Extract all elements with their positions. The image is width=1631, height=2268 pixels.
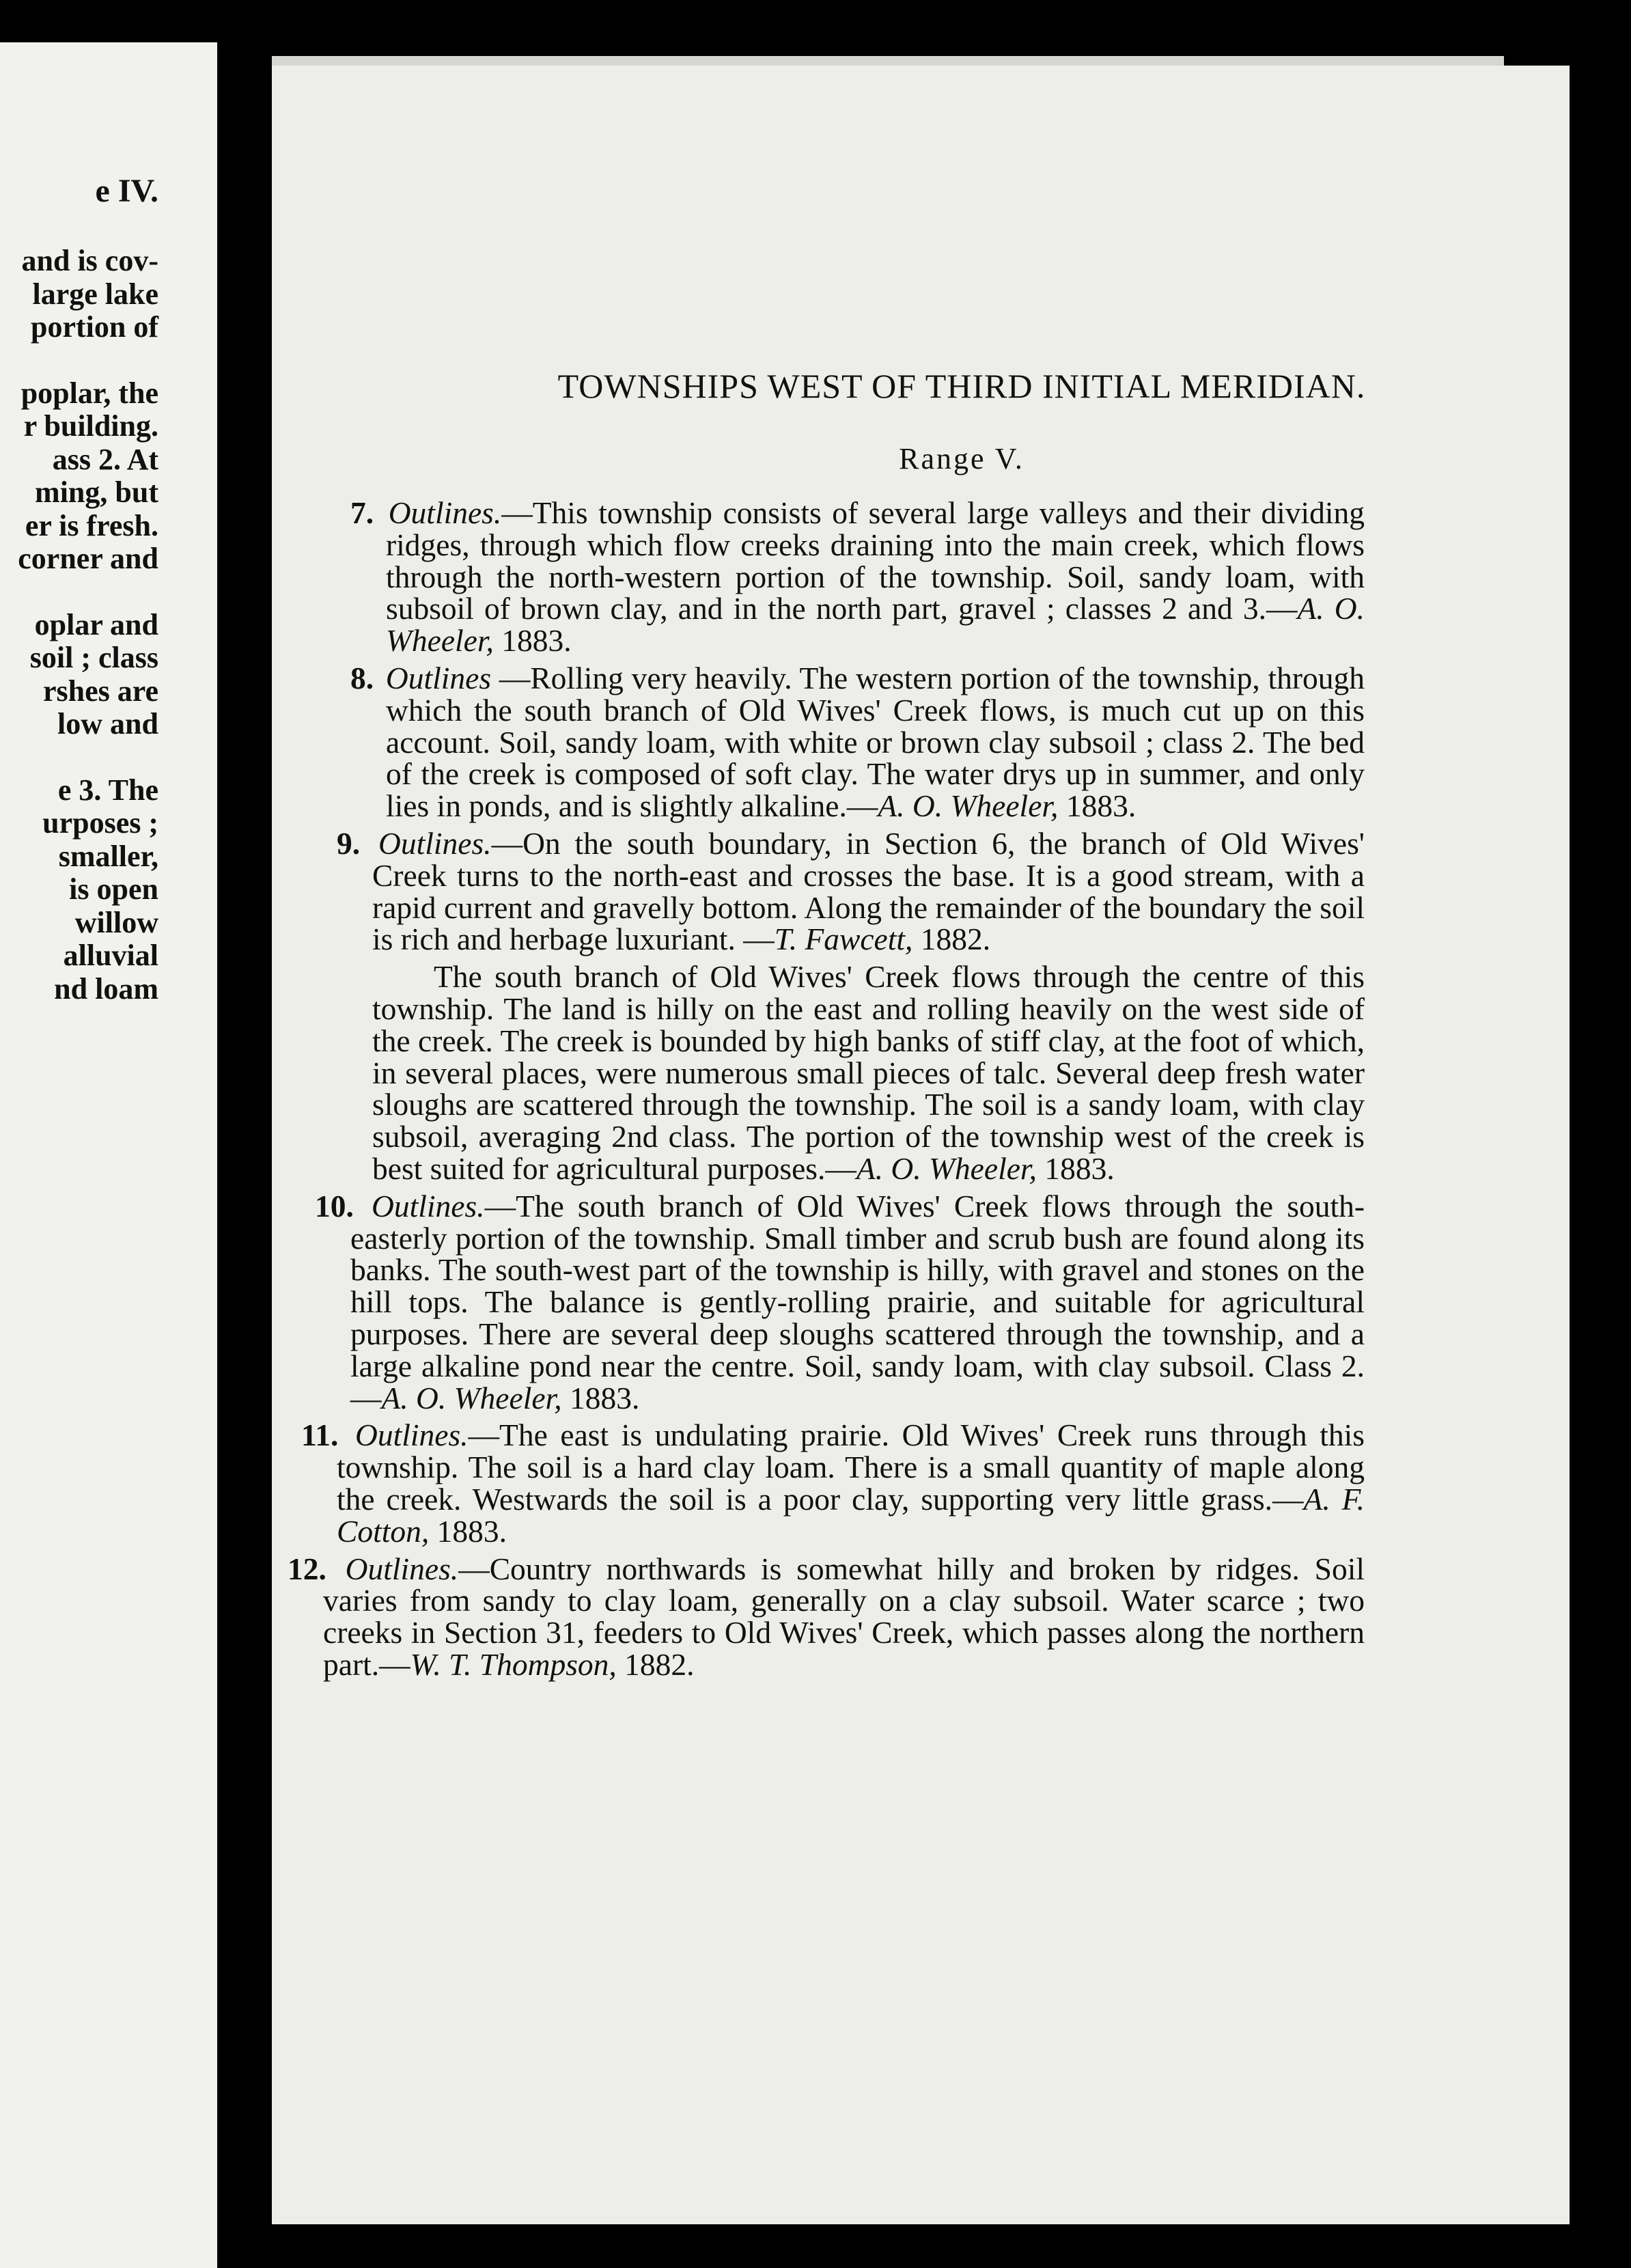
left-line: r building. bbox=[23, 409, 158, 443]
entry-author: A. O. Wheeler, bbox=[856, 1150, 1037, 1186]
left-line: is open bbox=[69, 872, 158, 906]
right-page bbox=[272, 66, 1570, 2224]
left-line: poplar, the bbox=[20, 376, 158, 410]
township-entry-9 bbox=[337, 825, 1365, 957]
left-line: ass 2. At bbox=[52, 442, 158, 476]
left-page-text bbox=[18, 245, 158, 1006]
entry-author: A. O. Wheeler, bbox=[878, 788, 1059, 824]
township-entry-11 bbox=[301, 1420, 1365, 1547]
entry-number: 8. bbox=[350, 660, 374, 695]
entry-number: 11. bbox=[301, 1418, 339, 1453]
left-line: and is cov- bbox=[21, 244, 158, 277]
left-line: low and bbox=[57, 707, 158, 741]
entry-author: A. O. Wheeler, bbox=[386, 591, 1365, 659]
township-entry-10 bbox=[315, 1188, 1365, 1415]
left-page bbox=[0, 42, 217, 2268]
left-line: e 3. The bbox=[57, 773, 158, 807]
entry-year: 1883. bbox=[429, 1513, 507, 1549]
left-line: large lake bbox=[32, 277, 158, 311]
township-entries bbox=[288, 495, 1365, 1687]
entry-text: —This township consists of several large valleys and their dividing ridges, through which flow creeks draining into the main creek, which flows through the north-western portion of the township. Soil, sandy loam, with subsoil of brown clay, and in the north part, gravel ; classes 2 and 3.— bbox=[386, 495, 1365, 626]
township-entry-7 bbox=[350, 497, 1365, 657]
township-entry-12 bbox=[288, 1553, 1365, 1681]
township-entry-9-continued bbox=[337, 961, 1365, 1185]
entry-heading: Outlines bbox=[385, 660, 492, 695]
entry-text: —The south branch of Old Wives' Creek flows through the south-easterly portion of the township. Small timber and scrub bush are found along its banks. The south-west part of the township is hilly, with gravel and stones on the hill tops. The balance is gently-rolling prairie, and suitable for agricultural purposes. There are several deep sloughs scattered through the township, and a large alkaline pond near the centre. Soil, sandy loam, with clay subsoil. Class 2.— bbox=[350, 1188, 1365, 1415]
entry-year: 1883. bbox=[561, 1380, 640, 1415]
entry-number: 10. bbox=[315, 1188, 354, 1223]
left-line: corner and bbox=[18, 542, 158, 575]
left-line: oplar and bbox=[34, 607, 158, 641]
township-entry-8 bbox=[350, 660, 1365, 824]
left-line: soil ; class bbox=[29, 641, 158, 674]
entry-text: —Rolling very heavily. The western portion of the township, through which the south branch of Old Wives' Creek flows, is much cut up on this account. Soil, sandy loam, with white or brown clay subsoil ; class 2. The bed of the creek is composed of soft clay. The water drys up in summer, and only lies in ponds, and is slightly alkaline.— bbox=[386, 660, 1365, 824]
left-line: urposes ; bbox=[42, 806, 158, 840]
left-page-header: e IV. bbox=[95, 173, 158, 209]
entry-text: The south branch of Old Wives' Creek flows through the centre of this township. The land is hilly on the east and rolling heavily on the west side of the creek. The creek is bounded by high banks of stiff clay, at the foot of which, in several places, were numerous small pieces of talc. Several deep fresh water sloughs are scattered through the township. The soil is a sandy loam, with clay subsoil, averaging 2nd class. The portion of the township west of the creek is best suited for agricultural purposes.— bbox=[372, 959, 1365, 1186]
entry-text: —On the south boundary, in Section 6, the branch of Old Wives' Creek turns to the north-east and crosses the base. It is a good stream, with a rapid current and gravelly bottom. Along the remainder of the boundary the soil is rich and herbage luxuriant. — bbox=[372, 825, 1365, 957]
entry-author: A. O. Wheeler, bbox=[381, 1380, 562, 1415]
entry-heading: Outlines. bbox=[372, 1188, 485, 1223]
entry-author: W. T. Thompson, bbox=[410, 1646, 617, 1682]
entry-year: 1883. bbox=[1036, 1150, 1115, 1186]
entry-number: 9. bbox=[337, 825, 361, 861]
book-gutter bbox=[217, 0, 272, 2268]
left-line: rshes are bbox=[42, 674, 158, 708]
left-line: er is fresh. bbox=[25, 508, 158, 542]
entry-number: 12. bbox=[288, 1551, 326, 1586]
entry-text: —The east is undulating prairie. Old Wives' Creek runs through this township. The soil is a hard clay loam. There is a small quantity of maple along the creek. Westwards the soil is a poor clay, supporting very little grass.— bbox=[337, 1418, 1365, 1517]
entry-heading: Outlines. bbox=[345, 1551, 459, 1586]
entry-text: —Country northwards is somewhat hilly and broken by ridges. Soil varies from sandy to clay loam, generally on a clay subsoil. Water scarce ; two creeks in Section 31, feeders to Old Wives' Creek, which passes along the northern part.— bbox=[323, 1551, 1365, 1682]
entry-heading: Outlines. bbox=[388, 495, 502, 530]
left-line: nd loam bbox=[54, 971, 158, 1006]
left-line: ming, but bbox=[35, 475, 158, 509]
entry-year: 1882. bbox=[912, 922, 991, 957]
entry-year: 1883. bbox=[1058, 788, 1137, 824]
entry-author: A. F. Cotton, bbox=[337, 1481, 1365, 1549]
entry-heading: Outlines. bbox=[378, 825, 492, 861]
left-line: portion of bbox=[31, 310, 158, 344]
entry-heading: Outlines. bbox=[354, 1418, 469, 1453]
entry-author: T. Fawcett, bbox=[774, 922, 913, 957]
entry-year: 1883. bbox=[493, 623, 572, 659]
left-line: willow bbox=[74, 905, 158, 939]
entry-number: 7. bbox=[350, 495, 374, 530]
range-heading: Range V. bbox=[899, 442, 1024, 475]
page-title: TOWNSHIPS WEST OF THIRD INITIAL MERIDIAN. bbox=[557, 367, 1366, 405]
entry-year: 1882. bbox=[616, 1646, 695, 1682]
left-line: smaller, bbox=[58, 839, 158, 873]
left-line: alluvial bbox=[63, 939, 158, 972]
